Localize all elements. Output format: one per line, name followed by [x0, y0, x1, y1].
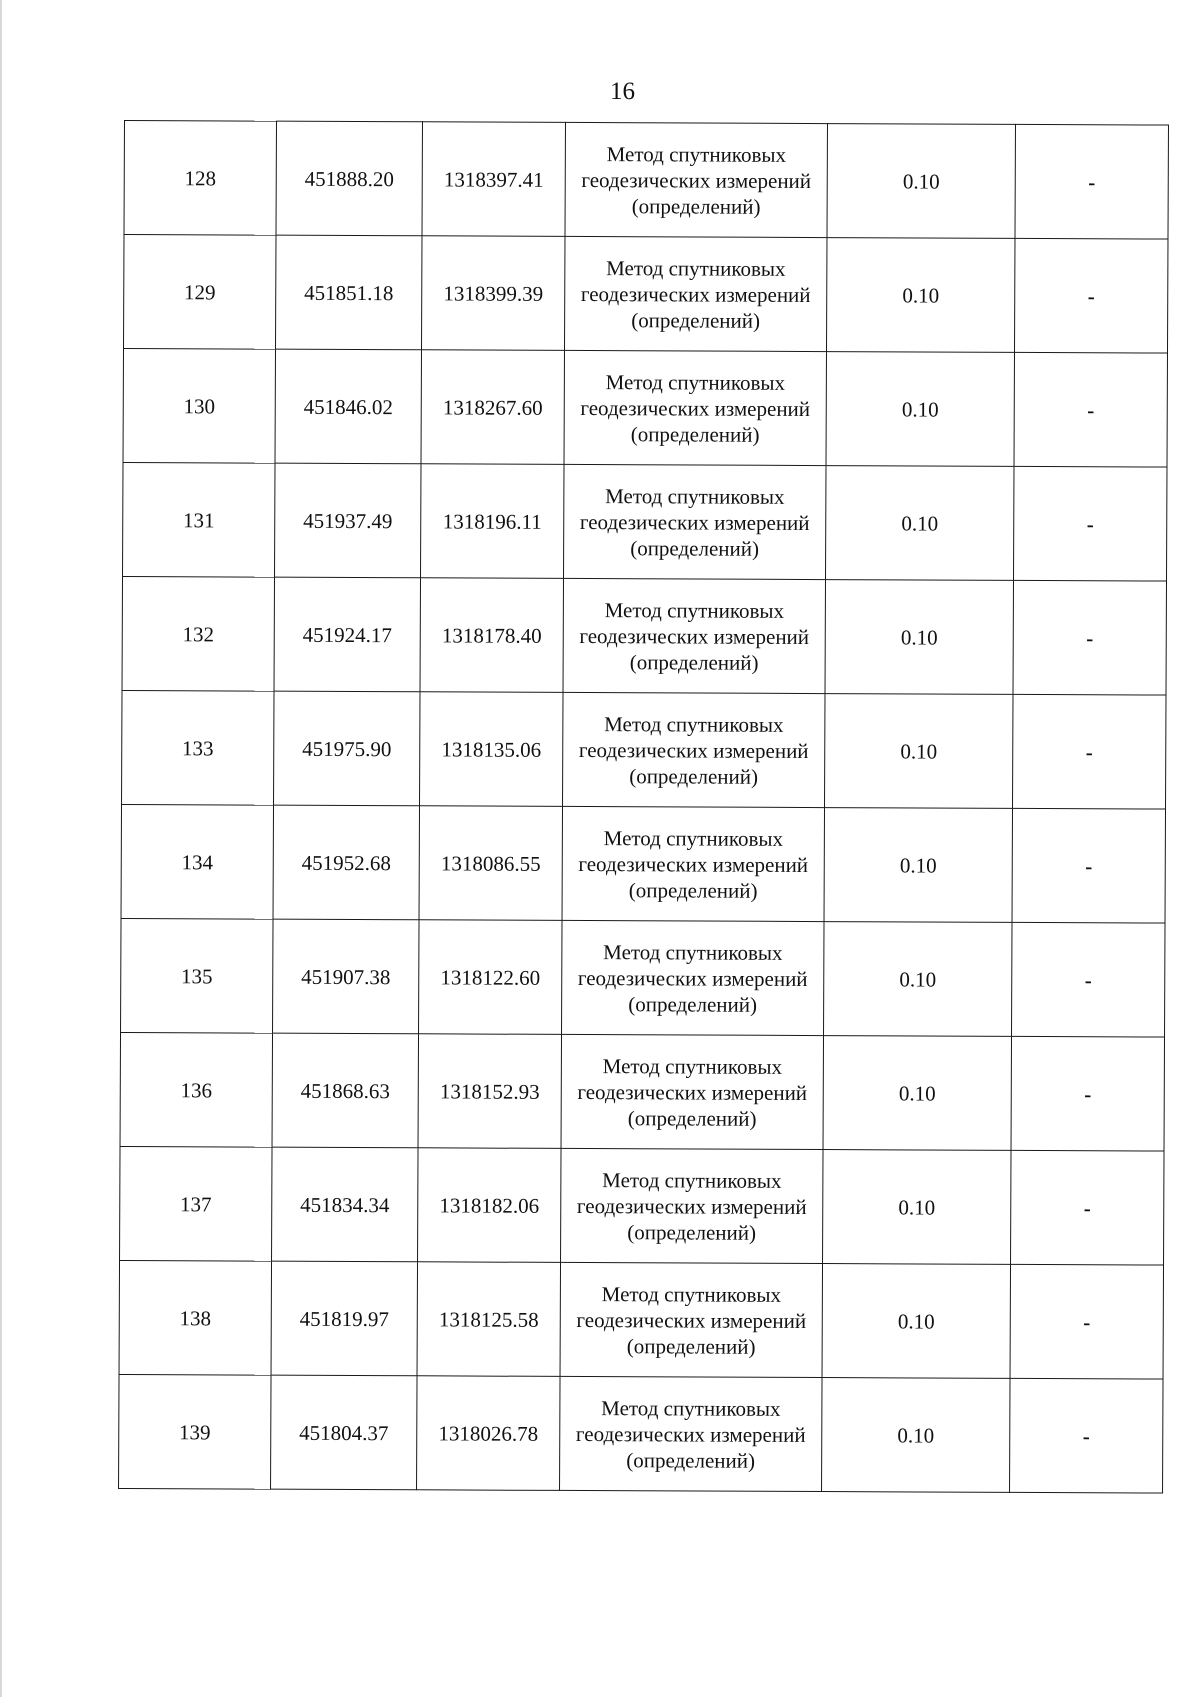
point-number-cell: 132	[122, 576, 274, 691]
method-cell: Метод спутниковых геодезических измерений (определений)	[563, 578, 825, 693]
point-number-cell: 136	[120, 1032, 272, 1147]
note-cell: -	[1010, 1378, 1163, 1493]
point-number-cell: 133	[122, 690, 274, 805]
note-cell: -	[1014, 238, 1167, 353]
point-number-cell: 138	[119, 1260, 271, 1375]
accuracy-cell: 0.10	[824, 922, 1012, 1037]
note-cell: -	[1013, 580, 1166, 695]
method-cell: Метод спутниковых геодезических измерений (определений)	[560, 1376, 822, 1491]
table-row	[124, 121, 1168, 240]
accuracy-cell: 0.10	[824, 808, 1012, 923]
y-coordinate-cell: 1318196.11	[421, 464, 564, 579]
method-cell: Метод спутниковых геодезических измерений (определений)	[564, 464, 826, 579]
table-row	[120, 1032, 1164, 1151]
table-row	[119, 1374, 1163, 1493]
point-number-cell: 137	[120, 1146, 272, 1261]
page-edge	[0, 0, 2, 1697]
y-coordinate-cell: 1318026.78	[417, 1376, 560, 1491]
point-number-cell: 131	[123, 462, 275, 577]
table-row	[120, 1146, 1164, 1265]
y-coordinate-cell: 1318086.55	[419, 806, 562, 921]
note-cell: -	[1013, 694, 1166, 809]
table-row	[121, 918, 1165, 1037]
y-coordinate-cell: 1318399.39	[422, 236, 565, 351]
accuracy-cell: 0.10	[823, 1150, 1011, 1265]
point-number-cell: 134	[121, 804, 273, 919]
method-cell: Метод спутниковых геодезических измерений (определений)	[562, 806, 824, 921]
note-cell: -	[1012, 922, 1165, 1037]
method-cell: Метод спутниковых геодезических измерений (определений)	[562, 920, 824, 1035]
method-cell: Метод спутниковых геодезических измерений (определений)	[561, 1034, 823, 1149]
x-coordinate-cell: 451937.49	[275, 463, 421, 578]
x-coordinate-cell: 451975.90	[274, 691, 420, 806]
note-cell: -	[1013, 466, 1166, 581]
accuracy-cell: 0.10	[822, 1378, 1010, 1493]
point-number-cell: 128	[124, 121, 276, 236]
coordinates-table	[118, 120, 1169, 1494]
y-coordinate-cell: 1318152.93	[418, 1034, 561, 1149]
method-cell: Метод спутниковых геодезических измерений (определений)	[565, 122, 827, 237]
table-row	[119, 1260, 1163, 1379]
method-cell: Метод спутниковых геодезических измерений (определений)	[564, 236, 826, 351]
table-row	[123, 462, 1167, 581]
y-coordinate-cell: 1318178.40	[420, 578, 563, 693]
accuracy-cell: 0.10	[823, 1036, 1011, 1151]
x-coordinate-cell: 451888.20	[276, 121, 422, 236]
accuracy-cell: 0.10	[826, 238, 1014, 353]
y-coordinate-cell: 1318122.60	[419, 920, 562, 1035]
y-coordinate-cell: 1318125.58	[417, 1262, 560, 1377]
x-coordinate-cell: 451924.17	[274, 577, 420, 692]
point-number-cell: 135	[121, 918, 273, 1033]
page-number: 16	[610, 78, 635, 105]
x-coordinate-cell: 451907.38	[273, 919, 419, 1034]
point-number-cell: 139	[119, 1374, 271, 1489]
x-coordinate-cell: 451846.02	[275, 349, 421, 464]
y-coordinate-cell: 1318135.06	[420, 692, 563, 807]
table-row	[122, 690, 1166, 809]
note-cell: -	[1015, 124, 1168, 239]
note-cell: -	[1011, 1036, 1164, 1151]
method-cell: Метод спутниковых геодезических измерений (определений)	[560, 1262, 822, 1377]
table-row	[122, 576, 1166, 695]
table-row	[123, 349, 1167, 468]
x-coordinate-cell: 451952.68	[273, 805, 419, 920]
accuracy-cell: 0.10	[822, 1264, 1010, 1379]
y-coordinate-cell: 1318397.41	[422, 122, 565, 237]
table-row	[121, 804, 1165, 923]
table-row	[124, 235, 1168, 354]
note-cell: -	[1014, 352, 1167, 467]
x-coordinate-cell: 451851.18	[276, 235, 422, 350]
accuracy-cell: 0.10	[826, 352, 1014, 467]
accuracy-cell: 0.10	[827, 124, 1015, 239]
accuracy-cell: 0.10	[826, 466, 1014, 581]
note-cell: -	[1011, 1150, 1164, 1265]
table-body	[119, 121, 1169, 1494]
method-cell: Метод спутниковых геодезических измерений (определений)	[564, 350, 826, 465]
accuracy-cell: 0.10	[825, 580, 1013, 695]
accuracy-cell: 0.10	[825, 694, 1013, 809]
x-coordinate-cell: 451804.37	[271, 1375, 417, 1490]
y-coordinate-cell: 1318267.60	[421, 350, 564, 465]
x-coordinate-cell: 451819.97	[271, 1261, 417, 1376]
point-number-cell: 130	[123, 349, 275, 464]
x-coordinate-cell: 451834.34	[272, 1147, 418, 1262]
method-cell: Метод спутниковых геодезических измерений (определений)	[561, 1148, 823, 1263]
x-coordinate-cell: 451868.63	[272, 1033, 418, 1148]
point-number-cell: 129	[124, 235, 276, 350]
note-cell: -	[1010, 1264, 1163, 1379]
note-cell: -	[1012, 808, 1165, 923]
method-cell: Метод спутниковых геодезических измерений (определений)	[563, 692, 825, 807]
y-coordinate-cell: 1318182.06	[418, 1148, 561, 1263]
